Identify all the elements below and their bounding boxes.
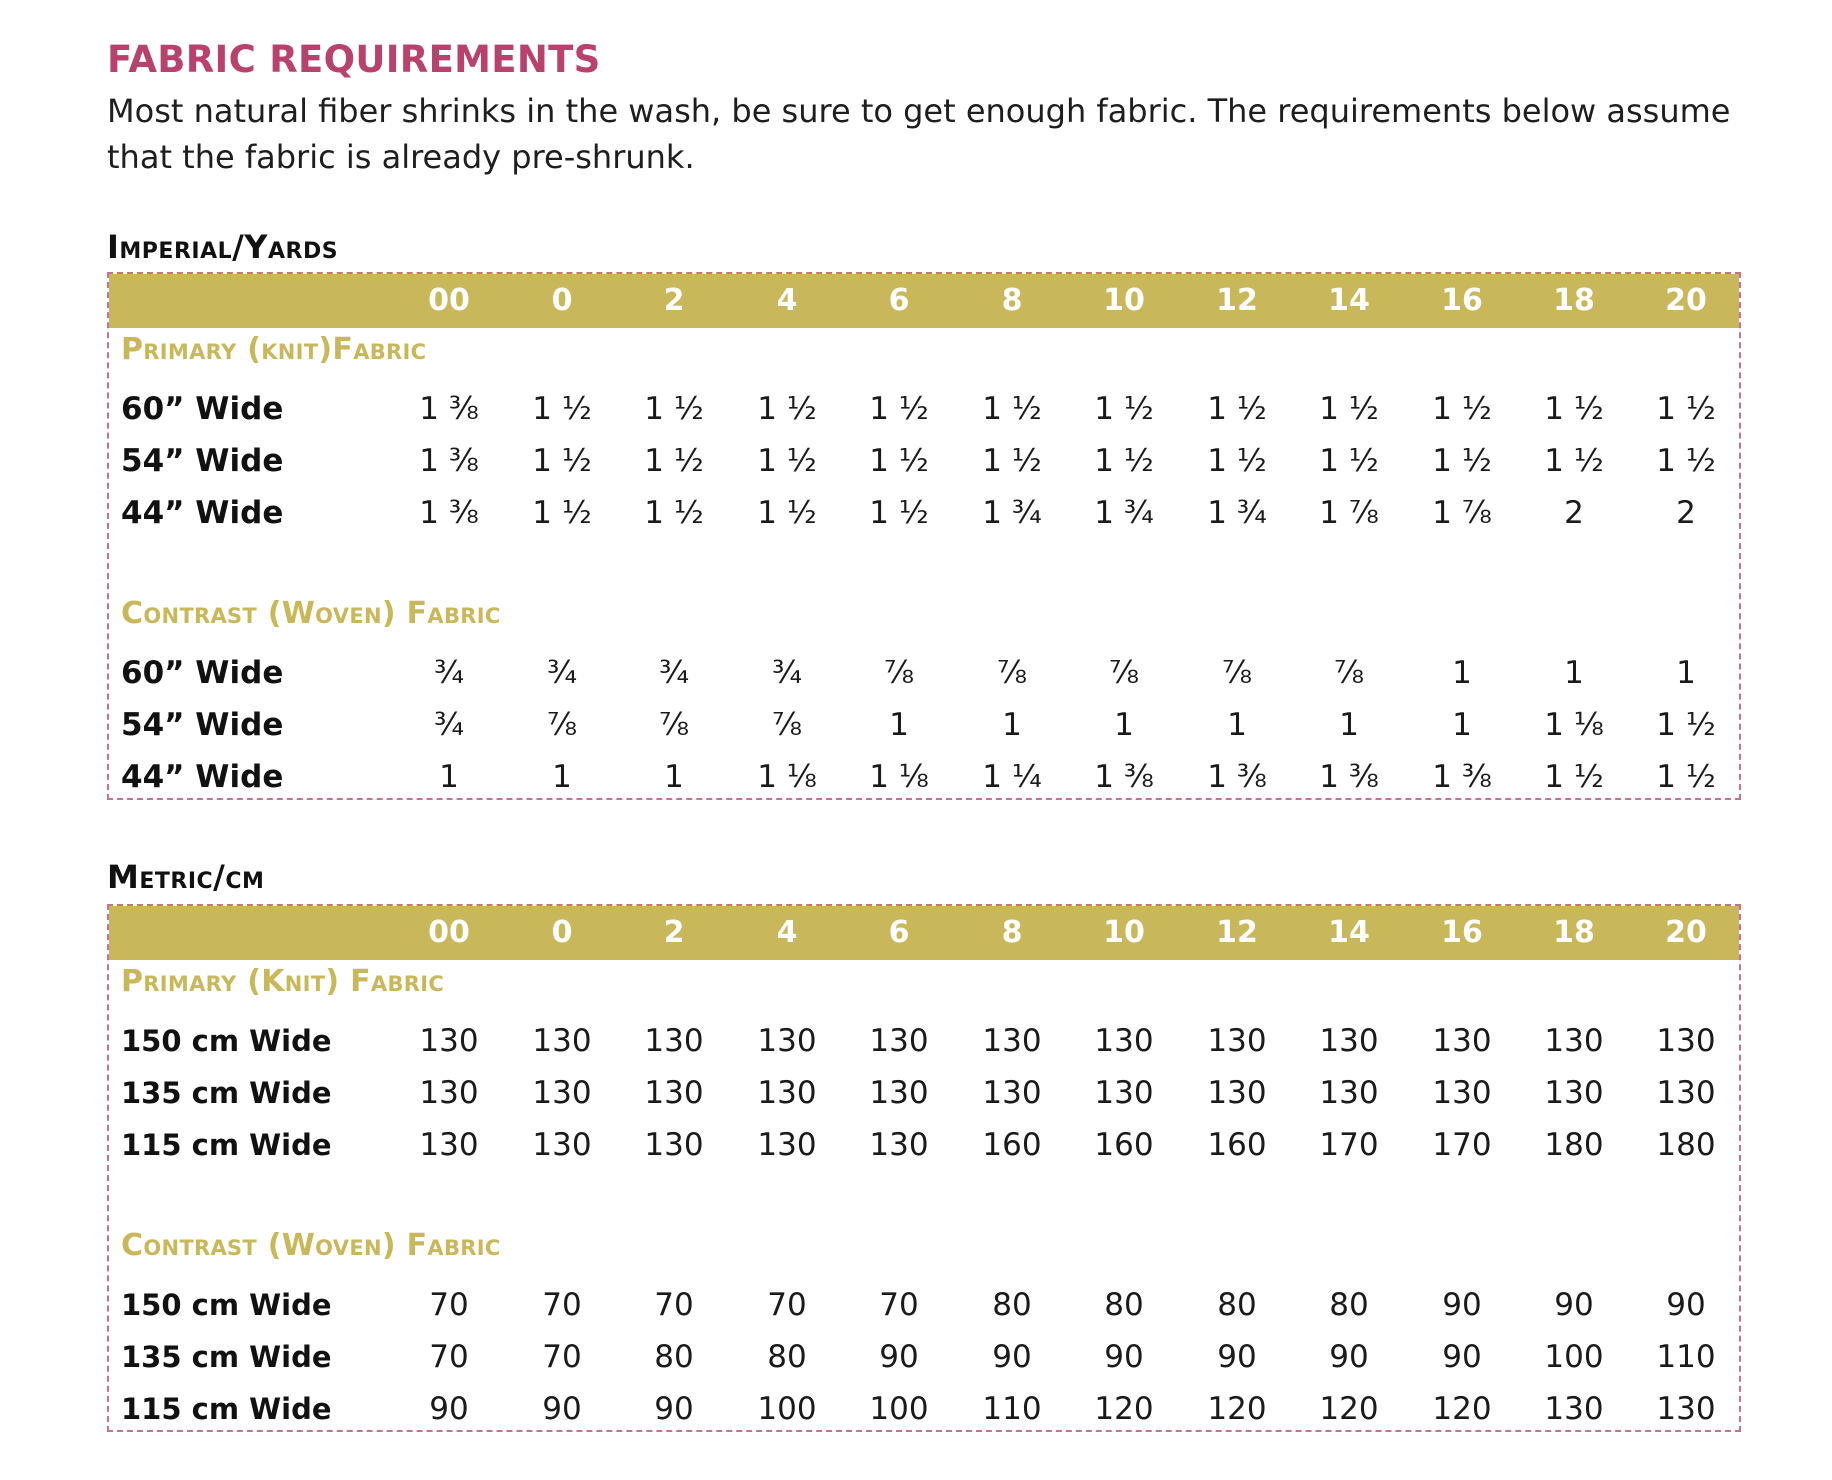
table-cell: 70 [767, 1287, 807, 1323]
row-label: 135 cm Wide [121, 1076, 332, 1110]
table-cell: 130 [532, 1075, 592, 1111]
table-cell: 130 [1544, 1075, 1604, 1111]
table-row [109, 1384, 1739, 1434]
table-cell: 2 [1564, 495, 1584, 531]
table-cell: 1 ½ [1432, 391, 1492, 427]
row-label: 115 cm Wide [121, 1392, 332, 1426]
table-cell: 70 [429, 1287, 469, 1323]
table-cell: 110 [982, 1391, 1042, 1427]
table-cell: 1 ½ [532, 443, 592, 479]
table-cell: 130 [644, 1023, 704, 1059]
row-label: 115 cm Wide [121, 1128, 332, 1162]
table-row [109, 436, 1739, 486]
table-cell: 1 [1452, 707, 1472, 743]
table-cell: 1 ½ [1207, 391, 1267, 427]
table-cell: 130 [1656, 1391, 1716, 1427]
table-cell: 1 ½ [1319, 391, 1379, 427]
size-00-header: 00 [428, 283, 470, 318]
table-cell: 1 ⅛ [1544, 707, 1604, 743]
table-cell: 1 ½ [869, 495, 929, 531]
table-cell: 1 [1564, 655, 1584, 691]
table-cell: 120 [1432, 1391, 1492, 1427]
metric-table [107, 904, 1741, 1432]
table-cell: 1 ½ [982, 443, 1042, 479]
size-4-header: 4 [776, 915, 798, 950]
table-cell: 1 ⅞ [1319, 495, 1379, 531]
table-cell: 1 [439, 759, 459, 795]
row-label: 54” Wide [121, 443, 284, 479]
intro-text: Most natural fiber shrinks in the wash, be sure to get enough fabric. The requirements below assume that the fabric is already pre-shrunk. [107, 92, 1731, 176]
table-cell: 100 [757, 1391, 817, 1427]
table-cell: 1 ¾ [1094, 495, 1154, 531]
table-row [109, 700, 1739, 750]
table-cell: 1 [664, 759, 684, 795]
table-cell: 130 [1207, 1023, 1267, 1059]
table-cell: 1 ½ [982, 391, 1042, 427]
table-row [109, 648, 1739, 698]
table-cell: 80 [1217, 1287, 1257, 1323]
table-cell: 1 ½ [1094, 391, 1154, 427]
primary-fabric-heading: Primary (knit)Fabric [121, 332, 427, 367]
table-cell: 1 ⅜ [1319, 759, 1379, 795]
metric-heading: Metric/cm [107, 858, 265, 896]
table-cell: 90 [879, 1339, 919, 1375]
table-cell: ¾ [433, 707, 465, 743]
imperial-heading: Imperial/Yards [107, 228, 339, 266]
table-cell: 130 [1094, 1023, 1154, 1059]
size-14-header: 14 [1328, 283, 1370, 318]
row-label: 54” Wide [121, 707, 284, 743]
table-cell: ⅞ [1333, 655, 1365, 691]
table-cell: 1 ⅜ [1094, 759, 1154, 795]
table-cell: 1 ½ [644, 391, 704, 427]
size-4-header: 4 [776, 283, 798, 318]
table-cell: ¾ [771, 655, 803, 691]
table-cell: 1 ¾ [1207, 495, 1267, 531]
table-cell: 130 [1094, 1075, 1154, 1111]
table-cell: 1 ⅜ [419, 495, 479, 531]
size-2-header: 2 [663, 915, 685, 950]
table-cell: 130 [419, 1127, 479, 1163]
table-cell: 170 [1319, 1127, 1379, 1163]
table-cell: 1 ¼ [982, 759, 1042, 795]
size-0-header: 0 [551, 283, 573, 318]
metric-size-header [109, 906, 1739, 960]
table-cell: 1 ½ [1432, 443, 1492, 479]
size-10-header: 10 [1103, 915, 1145, 950]
table-cell: 130 [1207, 1075, 1267, 1111]
table-cell: 1 ⅜ [419, 391, 479, 427]
table-cell: 1 ½ [1544, 443, 1604, 479]
table-cell: 1 ½ [757, 443, 817, 479]
table-cell: 130 [644, 1127, 704, 1163]
table-row [109, 1016, 1739, 1066]
size-18-header: 18 [1553, 915, 1595, 950]
table-cell: 130 [982, 1075, 1042, 1111]
table-cell: 1 ½ [757, 391, 817, 427]
table-cell: 1 ½ [1656, 759, 1716, 795]
size-16-header: 16 [1441, 283, 1483, 318]
table-cell: 1 [1227, 707, 1247, 743]
table-cell: 1 ½ [1207, 443, 1267, 479]
table-cell: 1 [1002, 707, 1022, 743]
table-cell: 1 ½ [1094, 443, 1154, 479]
table-row [109, 488, 1739, 538]
table-cell: 90 [542, 1391, 582, 1427]
row-label: 150 cm Wide [121, 1024, 332, 1058]
size-0-header: 0 [551, 915, 573, 950]
table-cell: 130 [1432, 1023, 1492, 1059]
table-cell: 1 ½ [532, 495, 592, 531]
table-cell: 90 [1217, 1339, 1257, 1375]
table-cell: 90 [1666, 1287, 1706, 1323]
table-cell: 130 [757, 1127, 817, 1163]
table-cell: 1 [889, 707, 909, 743]
page-title: FABRIC REQUIREMENTS [107, 38, 601, 81]
table-cell: ⅞ [1108, 655, 1140, 691]
table-cell: 80 [767, 1339, 807, 1375]
table-cell: 1 ⅛ [757, 759, 817, 795]
table-row [109, 752, 1739, 802]
size-16-header: 16 [1441, 915, 1483, 950]
table-cell: 70 [542, 1287, 582, 1323]
table-cell: 1 ⅜ [1207, 759, 1267, 795]
table-cell: 1 ⅜ [1432, 759, 1492, 795]
table-cell: 130 [1319, 1023, 1379, 1059]
table-cell: 90 [1554, 1287, 1594, 1323]
table-cell: 90 [1442, 1339, 1482, 1375]
table-cell: 130 [1656, 1075, 1716, 1111]
size-8-header: 8 [1001, 915, 1023, 950]
table-cell: 130 [532, 1023, 592, 1059]
table-cell: 130 [419, 1023, 479, 1059]
table-cell: ¾ [658, 655, 690, 691]
table-cell: 120 [1094, 1391, 1154, 1427]
table-cell: 1 ⅞ [1432, 495, 1492, 531]
table-cell: 2 [1676, 495, 1696, 531]
table-cell: 1 ½ [1656, 443, 1716, 479]
table-cell: 170 [1432, 1127, 1492, 1163]
table-cell: 130 [1544, 1391, 1604, 1427]
table-cell: 1 ½ [1656, 707, 1716, 743]
table-cell: 130 [1319, 1075, 1379, 1111]
primary-fabric-heading: Primary (Knit) Fabric [121, 964, 445, 999]
table-cell: 1 ¾ [982, 495, 1042, 531]
table-cell: 130 [644, 1075, 704, 1111]
table-cell: 90 [654, 1391, 694, 1427]
table-row [109, 1332, 1739, 1382]
table-cell: ¾ [546, 655, 578, 691]
size-10-header: 10 [1103, 283, 1145, 318]
table-cell: 130 [869, 1127, 929, 1163]
size-20-header: 20 [1665, 915, 1707, 950]
table-cell: 70 [879, 1287, 919, 1323]
table-cell: 130 [1544, 1023, 1604, 1059]
size-12-header: 12 [1216, 915, 1258, 950]
size-14-header: 14 [1328, 915, 1370, 950]
table-cell: 80 [654, 1339, 694, 1375]
size-6-header: 6 [888, 283, 910, 318]
table-cell: 80 [992, 1287, 1032, 1323]
table-cell: 90 [429, 1391, 469, 1427]
table-cell: 90 [1104, 1339, 1144, 1375]
table-cell: 1 ½ [1544, 391, 1604, 427]
table-cell: 1 ½ [757, 495, 817, 531]
table-cell: 120 [1319, 1391, 1379, 1427]
row-label: 44” Wide [121, 759, 284, 795]
table-cell: 70 [542, 1339, 582, 1375]
table-cell: 130 [869, 1023, 929, 1059]
table-cell: 130 [982, 1023, 1042, 1059]
table-cell: 1 [1114, 707, 1134, 743]
table-row [109, 1280, 1739, 1330]
table-cell: 70 [429, 1339, 469, 1375]
table-cell: ⅞ [883, 655, 915, 691]
table-cell: 90 [992, 1339, 1032, 1375]
table-cell: 1 ½ [1544, 759, 1604, 795]
table-cell: ⅞ [658, 707, 690, 743]
size-18-header: 18 [1553, 283, 1595, 318]
row-label: 135 cm Wide [121, 1340, 332, 1374]
row-label: 44” Wide [121, 495, 284, 531]
size-2-header: 2 [663, 283, 685, 318]
row-label: 60” Wide [121, 655, 284, 691]
row-label: 60” Wide [121, 391, 284, 427]
size-8-header: 8 [1001, 283, 1023, 318]
table-cell: 120 [1207, 1391, 1267, 1427]
table-cell: ⅞ [546, 707, 578, 743]
table-cell: 70 [654, 1287, 694, 1323]
size-12-header: 12 [1216, 283, 1258, 318]
table-cell: 80 [1104, 1287, 1144, 1323]
table-cell: 1 ½ [869, 391, 929, 427]
table-cell: 1 ½ [644, 443, 704, 479]
table-cell: 1 ½ [532, 391, 592, 427]
table-cell: 130 [532, 1127, 592, 1163]
table-cell: 130 [1656, 1023, 1716, 1059]
table-row [109, 1120, 1739, 1170]
table-cell: 130 [869, 1075, 929, 1111]
table-cell: ⅞ [1221, 655, 1253, 691]
table-cell: 90 [1442, 1287, 1482, 1323]
table-cell: 1 [1339, 707, 1359, 743]
table-cell: 180 [1656, 1127, 1716, 1163]
table-cell: 1 ½ [644, 495, 704, 531]
contrast-fabric-heading: Contrast (Woven) Fabric [121, 1228, 501, 1263]
size-20-header: 20 [1665, 283, 1707, 318]
table-cell: 130 [419, 1075, 479, 1111]
size-00-header: 00 [428, 915, 470, 950]
table-cell: 130 [757, 1023, 817, 1059]
table-cell: 1 ½ [1656, 391, 1716, 427]
table-cell: ¾ [433, 655, 465, 691]
imperial-table [107, 272, 1741, 800]
table-cell: 1 ½ [1319, 443, 1379, 479]
table-cell: 1 [1676, 655, 1696, 691]
table-cell: 100 [869, 1391, 929, 1427]
table-cell: ⅞ [996, 655, 1028, 691]
row-label: 150 cm Wide [121, 1288, 332, 1322]
table-cell: 130 [1432, 1075, 1492, 1111]
imperial-size-header [109, 274, 1739, 328]
size-6-header: 6 [888, 915, 910, 950]
table-cell: 160 [982, 1127, 1042, 1163]
table-row [109, 1068, 1739, 1118]
table-cell: 100 [1544, 1339, 1604, 1375]
table-cell: 180 [1544, 1127, 1604, 1163]
table-cell: 130 [757, 1075, 817, 1111]
table-cell: 160 [1094, 1127, 1154, 1163]
table-cell: 80 [1329, 1287, 1369, 1323]
table-cell: ⅞ [771, 707, 803, 743]
table-cell: 1 [552, 759, 572, 795]
table-cell: 1 ⅜ [419, 443, 479, 479]
table-cell: 1 ⅛ [869, 759, 929, 795]
table-cell: 1 [1452, 655, 1472, 691]
table-cell: 90 [1329, 1339, 1369, 1375]
table-cell: 1 ½ [869, 443, 929, 479]
table-row [109, 384, 1739, 434]
table-cell: 160 [1207, 1127, 1267, 1163]
contrast-fabric-heading: Contrast (Woven) Fabric [121, 596, 501, 631]
table-cell: 110 [1656, 1339, 1716, 1375]
